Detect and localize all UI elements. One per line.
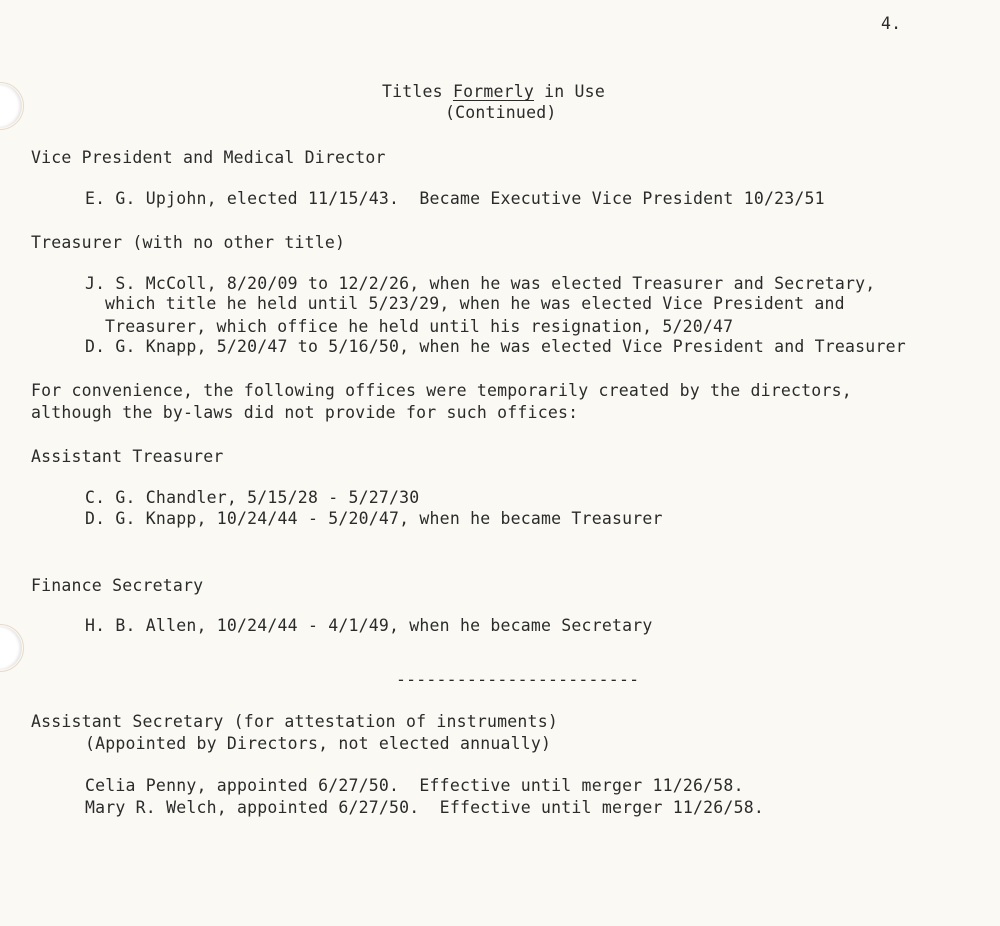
entry-welch: Mary R. Welch, appointed 6/27/50. Effective until merger 11/26/58.	[85, 798, 764, 817]
separator-dashes: ------------------------	[396, 670, 640, 689]
title-underlined-word: Formerly	[452, 82, 535, 101]
entry-upjohn: E. G. Upjohn, elected 11/15/43. Became Executive Vice President 10/23/51	[85, 189, 825, 208]
entry-mccoll-line2: which title he held until 5/23/29, when he was elected Vice President and	[105, 294, 845, 313]
page-title	[382, 82, 605, 102]
entry-mccoll-line3: Treasurer, which office he held until his resignation, 5/20/47	[105, 317, 734, 336]
convenience-line2: although the by-laws did not provide for such offices:	[31, 403, 579, 422]
entry-mccoll-line1: J. S. McColl, 8/20/09 to 12/2/26, when he was elected Treasurer and Secretary,	[85, 274, 876, 293]
entry-knapp-assistant: D. G. Knapp, 10/24/44 - 5/20/47, when he became Treasurer	[85, 509, 663, 528]
convenience-line1: For convenience, the following offices were temporarily created by the directors,	[31, 381, 852, 400]
title-suffix: in Use	[534, 82, 605, 101]
heading-vp-medical: Vice President and Medical Director	[31, 148, 386, 167]
page-number: 4.	[881, 14, 902, 33]
entry-penny: Celia Penny, appointed 6/27/50. Effective until merger 11/26/58.	[85, 776, 744, 795]
heading-assistant-treasurer: Assistant Treasurer	[31, 447, 224, 466]
entry-chandler: C. G. Chandler, 5/15/28 - 5/27/30	[85, 488, 420, 507]
entry-allen: H. B. Allen, 10/24/44 - 4/1/49, when he became Secretary	[85, 616, 653, 635]
heading-treasurer: Treasurer (with no other title)	[31, 233, 346, 252]
heading-assistant-secretary: Assistant Secretary (for attestation of instruments)	[31, 712, 558, 731]
subheading-assistant-secretary: (Appointed by Directors, not elected annually)	[85, 734, 552, 753]
heading-finance-secretary: Finance Secretary	[31, 576, 204, 595]
title-continued: (Continued)	[445, 103, 557, 122]
entry-knapp-treasurer: D. G. Knapp, 5/20/47 to 5/16/50, when he was elected Vice President and Treasurer	[85, 337, 906, 356]
title-prefix: Titles	[382, 82, 453, 101]
